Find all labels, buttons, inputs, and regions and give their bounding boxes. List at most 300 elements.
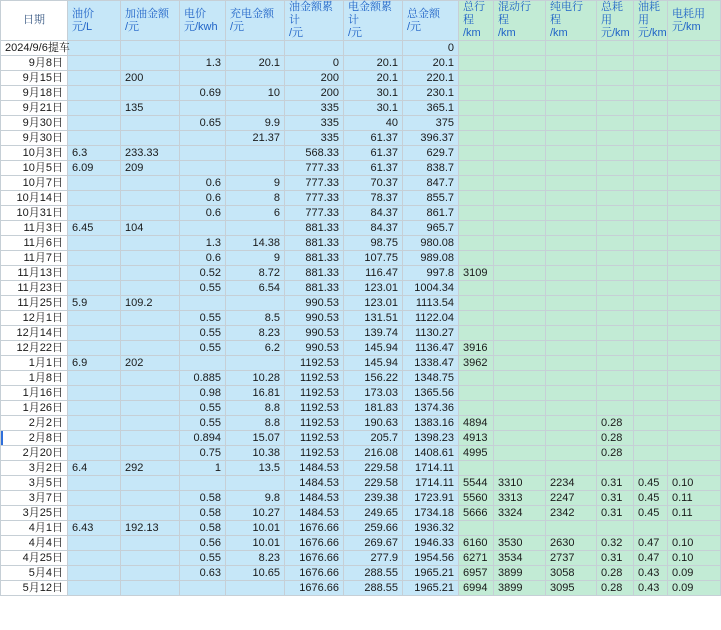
cell-electric-distance[interactable] — [546, 206, 597, 221]
cell-oil-cumulative[interactable]: 990.53 — [285, 326, 344, 341]
cell-hybrid-distance[interactable] — [494, 86, 546, 101]
cell-electricity-price[interactable] — [180, 476, 226, 491]
cell-oil-price[interactable] — [68, 476, 121, 491]
cell-oil-cost[interactable] — [634, 221, 668, 236]
cell-oil-price[interactable] — [68, 551, 121, 566]
cell-electric-distance[interactable] — [546, 281, 597, 296]
cell-electric-cumulative[interactable]: 84.37 — [344, 206, 403, 221]
cell-date[interactable]: 9月15日 — [1, 71, 68, 86]
cell-oil-cumulative[interactable]: 777.33 — [285, 176, 344, 191]
cell-electric-cost[interactable] — [668, 326, 721, 341]
cell-fuel-amount[interactable] — [121, 281, 180, 296]
cell-electric-cumulative[interactable]: 288.55 — [344, 581, 403, 596]
cell-hybrid-distance[interactable] — [494, 131, 546, 146]
cell-oil-cumulative[interactable]: 1484.53 — [285, 476, 344, 491]
cell-electricity-price[interactable] — [180, 146, 226, 161]
cell-electric-distance[interactable] — [546, 41, 597, 56]
cell-fuel-amount[interactable]: 209 — [121, 161, 180, 176]
cell-hybrid-distance[interactable] — [494, 251, 546, 266]
cell-oil-cost[interactable] — [634, 521, 668, 536]
cell-date[interactable]: 5月4日 — [1, 566, 68, 581]
cell-hybrid-distance[interactable] — [494, 521, 546, 536]
cell-total-distance[interactable] — [459, 461, 494, 476]
cell-date[interactable]: 1月8日 — [1, 371, 68, 386]
cell-fuel-amount[interactable] — [121, 386, 180, 401]
cell-total-distance[interactable]: 6160 — [459, 536, 494, 551]
cell-oil-price[interactable] — [68, 86, 121, 101]
cell-date[interactable]: 4月4日 — [1, 536, 68, 551]
cell-hybrid-distance[interactable]: 3324 — [494, 506, 546, 521]
cell-electric-cost[interactable]: 0.09 — [668, 566, 721, 581]
cell-total-distance[interactable] — [459, 86, 494, 101]
cell-charge-amount[interactable]: 6.2 — [226, 341, 285, 356]
cell-electric-cost[interactable] — [668, 386, 721, 401]
cell-total-distance[interactable] — [459, 401, 494, 416]
header-electric-cumulative[interactable] — [344, 1, 403, 41]
cell-electric-distance[interactable] — [546, 146, 597, 161]
cell-oil-cumulative[interactable]: 881.33 — [285, 236, 344, 251]
cell-total-distance[interactable] — [459, 191, 494, 206]
cell-electric-cumulative[interactable]: 40 — [344, 116, 403, 131]
cell-date[interactable]: 12月14日 — [1, 326, 68, 341]
cell-total-distance[interactable] — [459, 311, 494, 326]
header-electric-distance[interactable] — [546, 1, 597, 41]
cell-electric-cumulative[interactable]: 20.1 — [344, 71, 403, 86]
cell-total-amount[interactable]: 1338.47 — [403, 356, 459, 371]
cell-date[interactable]: 1月1日 — [1, 356, 68, 371]
cell-fuel-amount[interactable]: 104 — [121, 221, 180, 236]
cell-oil-cumulative[interactable]: 1676.66 — [285, 581, 344, 596]
cell-oil-cost[interactable] — [634, 446, 668, 461]
cell-hybrid-distance[interactable] — [494, 71, 546, 86]
cell-electric-cumulative[interactable]: 30.1 — [344, 101, 403, 116]
cell-electric-cost[interactable] — [668, 356, 721, 371]
cell-total-cost[interactable]: 0.28 — [597, 581, 634, 596]
cell-charge-amount[interactable]: 6.54 — [226, 281, 285, 296]
cell-oil-cumulative[interactable]: 1192.53 — [285, 416, 344, 431]
cell-oil-price[interactable] — [68, 491, 121, 506]
cell-electric-cost[interactable] — [668, 161, 721, 176]
cell-electric-distance[interactable] — [546, 461, 597, 476]
cell-hybrid-distance[interactable] — [494, 101, 546, 116]
cell-total-distance[interactable] — [459, 326, 494, 341]
cell-charge-amount[interactable]: 8.23 — [226, 326, 285, 341]
cell-electric-cost[interactable] — [668, 431, 721, 446]
cell-oil-cumulative[interactable]: 1484.53 — [285, 491, 344, 506]
cell-electric-distance[interactable]: 3058 — [546, 566, 597, 581]
cell-electricity-price[interactable]: 0.75 — [180, 446, 226, 461]
cell-electric-cumulative[interactable]: 61.37 — [344, 146, 403, 161]
cell-fuel-amount[interactable]: 202 — [121, 356, 180, 371]
cell-hybrid-distance[interactable]: 3899 — [494, 566, 546, 581]
cell-total-cost[interactable] — [597, 161, 634, 176]
cell-electric-cost[interactable] — [668, 221, 721, 236]
cell-date[interactable]: 2月2日 — [1, 416, 68, 431]
cell-charge-amount[interactable]: 21.37 — [226, 131, 285, 146]
cell-electric-distance[interactable]: 2247 — [546, 491, 597, 506]
cell-electricity-price[interactable]: 0.6 — [180, 176, 226, 191]
cell-oil-cost[interactable] — [634, 281, 668, 296]
cell-fuel-amount[interactable]: 200 — [121, 71, 180, 86]
cell-electric-distance[interactable] — [546, 251, 597, 266]
cell-total-distance[interactable] — [459, 371, 494, 386]
cell-oil-cumulative[interactable]: 881.33 — [285, 266, 344, 281]
cell-electric-distance[interactable]: 2234 — [546, 476, 597, 491]
cell-date[interactable]: 3月7日 — [1, 491, 68, 506]
cell-oil-cost[interactable] — [634, 251, 668, 266]
cell-total-distance[interactable]: 3109 — [459, 266, 494, 281]
cell-fuel-amount[interactable] — [121, 491, 180, 506]
cell-total-cost[interactable] — [597, 521, 634, 536]
cell-total-distance[interactable] — [459, 521, 494, 536]
cell-electric-cost[interactable] — [668, 86, 721, 101]
cell-electric-cumulative[interactable]: 78.37 — [344, 191, 403, 206]
cell-hybrid-distance[interactable] — [494, 296, 546, 311]
cell-oil-cumulative[interactable]: 990.53 — [285, 341, 344, 356]
cell-electric-cost[interactable] — [668, 266, 721, 281]
cell-electric-cost[interactable] — [668, 191, 721, 206]
cell-total-distance[interactable] — [459, 281, 494, 296]
cell-total-cost[interactable]: 0.31 — [597, 491, 634, 506]
cell-electricity-price[interactable]: 0.55 — [180, 311, 226, 326]
cell-oil-cumulative[interactable]: 777.33 — [285, 161, 344, 176]
cell-date[interactable]: 9月8日 — [1, 56, 68, 71]
cell-electric-distance[interactable] — [546, 431, 597, 446]
header-charge-amount[interactable] — [226, 1, 285, 41]
cell-oil-cost[interactable] — [634, 236, 668, 251]
cell-charge-amount[interactable]: 6 — [226, 206, 285, 221]
cell-total-distance[interactable]: 6994 — [459, 581, 494, 596]
cell-total-cost[interactable] — [597, 326, 634, 341]
cell-hybrid-distance[interactable] — [494, 416, 546, 431]
cell-oil-price[interactable]: 6.9 — [68, 356, 121, 371]
cell-electric-distance[interactable] — [546, 341, 597, 356]
cell-fuel-amount[interactable] — [121, 236, 180, 251]
cell-oil-cumulative[interactable]: 1676.66 — [285, 566, 344, 581]
cell-total-distance[interactable]: 5666 — [459, 506, 494, 521]
cell-date[interactable]: 4月1日 — [1, 521, 68, 536]
cell-date[interactable]: 4月25日 — [1, 551, 68, 566]
cell-fuel-amount[interactable] — [121, 581, 180, 596]
cell-oil-price[interactable] — [68, 101, 121, 116]
cell-electric-cumulative[interactable] — [344, 41, 403, 56]
cell-oil-price[interactable] — [68, 371, 121, 386]
cell-electric-cost[interactable]: 0.09 — [668, 581, 721, 596]
cell-charge-amount[interactable] — [226, 146, 285, 161]
cell-oil-cumulative[interactable]: 1676.66 — [285, 551, 344, 566]
cell-charge-amount[interactable]: 13.5 — [226, 461, 285, 476]
cell-electricity-price[interactable]: 0.6 — [180, 191, 226, 206]
cell-oil-cost[interactable]: 0.47 — [634, 551, 668, 566]
cell-charge-amount[interactable] — [226, 581, 285, 596]
cell-electric-cumulative[interactable]: 229.58 — [344, 476, 403, 491]
cell-total-cost[interactable] — [597, 86, 634, 101]
cell-electric-cost[interactable] — [668, 416, 721, 431]
cell-electricity-price[interactable]: 0.885 — [180, 371, 226, 386]
cell-charge-amount[interactable]: 8.5 — [226, 311, 285, 326]
cell-hybrid-distance[interactable] — [494, 161, 546, 176]
cell-fuel-amount[interactable] — [121, 566, 180, 581]
cell-charge-amount[interactable]: 9 — [226, 251, 285, 266]
cell-total-cost[interactable] — [597, 41, 634, 56]
cell-fuel-amount[interactable] — [121, 206, 180, 221]
cell-total-amount[interactable]: 1398.23 — [403, 431, 459, 446]
cell-electric-cumulative[interactable]: 145.94 — [344, 356, 403, 371]
cell-fuel-amount[interactable] — [121, 86, 180, 101]
cell-hybrid-distance[interactable] — [494, 386, 546, 401]
cell-electric-cumulative[interactable]: 98.75 — [344, 236, 403, 251]
cell-total-amount[interactable]: 847.7 — [403, 176, 459, 191]
cell-total-amount[interactable]: 1954.56 — [403, 551, 459, 566]
header-total-amount[interactable] — [403, 1, 459, 41]
cell-total-distance[interactable]: 5560 — [459, 491, 494, 506]
cell-date[interactable]: 11月3日 — [1, 221, 68, 236]
cell-total-cost[interactable] — [597, 401, 634, 416]
cell-oil-cumulative[interactable]: 335 — [285, 131, 344, 146]
cell-oil-cost[interactable] — [634, 71, 668, 86]
cell-oil-cumulative[interactable]: 200 — [285, 86, 344, 101]
cell-total-amount[interactable]: 1408.61 — [403, 446, 459, 461]
cell-electric-distance[interactable] — [546, 296, 597, 311]
cell-charge-amount[interactable] — [226, 356, 285, 371]
cell-total-cost[interactable] — [597, 281, 634, 296]
cell-date[interactable]: 9月18日 — [1, 86, 68, 101]
cell-hybrid-distance[interactable] — [494, 146, 546, 161]
cell-electric-distance[interactable] — [546, 386, 597, 401]
cell-oil-cost[interactable] — [634, 326, 668, 341]
cell-hybrid-distance[interactable]: 3310 — [494, 476, 546, 491]
cell-date[interactable]: 5月12日 — [1, 581, 68, 596]
cell-date[interactable]: 9月21日 — [1, 101, 68, 116]
cell-electric-cumulative[interactable]: 107.75 — [344, 251, 403, 266]
cell-hybrid-distance[interactable]: 3534 — [494, 551, 546, 566]
cell-total-cost[interactable] — [597, 101, 634, 116]
cell-electric-cumulative[interactable]: 123.01 — [344, 296, 403, 311]
cell-total-amount[interactable]: 861.7 — [403, 206, 459, 221]
cell-oil-price[interactable] — [68, 386, 121, 401]
cell-electricity-price[interactable] — [180, 41, 226, 56]
cell-electric-cumulative[interactable]: 84.37 — [344, 221, 403, 236]
header-total-distance[interactable] — [459, 1, 494, 41]
cell-oil-price[interactable] — [68, 191, 121, 206]
cell-electric-cumulative[interactable]: 61.37 — [344, 131, 403, 146]
cell-charge-amount[interactable]: 9 — [226, 176, 285, 191]
cell-oil-cumulative[interactable]: 568.33 — [285, 146, 344, 161]
cell-total-amount[interactable]: 1936.32 — [403, 521, 459, 536]
cell-total-cost[interactable]: 0.28 — [597, 416, 634, 431]
cell-total-distance[interactable] — [459, 56, 494, 71]
cell-electricity-price[interactable] — [180, 296, 226, 311]
cell-electric-cost[interactable] — [668, 461, 721, 476]
cell-electric-cost[interactable] — [668, 71, 721, 86]
cell-hybrid-distance[interactable] — [494, 431, 546, 446]
header-oil-price[interactable] — [68, 1, 121, 41]
cell-fuel-amount[interactable] — [121, 536, 180, 551]
cell-electric-cumulative[interactable]: 269.67 — [344, 536, 403, 551]
cell-oil-cumulative[interactable]: 1192.53 — [285, 356, 344, 371]
cell-electric-cumulative[interactable]: 20.1 — [344, 56, 403, 71]
cell-electricity-price[interactable]: 1.3 — [180, 236, 226, 251]
cell-total-distance[interactable] — [459, 71, 494, 86]
cell-oil-price[interactable]: 6.45 — [68, 221, 121, 236]
cell-oil-cost[interactable] — [634, 386, 668, 401]
cell-total-cost[interactable] — [597, 461, 634, 476]
cell-date[interactable]: 9月30日 — [1, 131, 68, 146]
cell-date[interactable]: 1月16日 — [1, 386, 68, 401]
cell-electric-cumulative[interactable]: 190.63 — [344, 416, 403, 431]
cell-total-amount[interactable]: 20.1 — [403, 56, 459, 71]
cell-electric-distance[interactable] — [546, 326, 597, 341]
cell-oil-price[interactable] — [68, 311, 121, 326]
cell-total-amount[interactable]: 230.1 — [403, 86, 459, 101]
cell-oil-price[interactable] — [68, 566, 121, 581]
cell-oil-cost[interactable] — [634, 146, 668, 161]
cell-total-distance[interactable] — [459, 101, 494, 116]
cell-total-cost[interactable] — [597, 296, 634, 311]
cell-oil-price[interactable] — [68, 116, 121, 131]
cell-electric-cost[interactable] — [668, 206, 721, 221]
cell-total-amount[interactable]: 220.1 — [403, 71, 459, 86]
cell-total-distance[interactable]: 5544 — [459, 476, 494, 491]
cell-total-cost[interactable] — [597, 131, 634, 146]
cell-total-amount[interactable]: 1383.16 — [403, 416, 459, 431]
cell-electric-distance[interactable] — [546, 446, 597, 461]
cell-oil-cumulative[interactable]: 1676.66 — [285, 521, 344, 536]
cell-total-cost[interactable] — [597, 341, 634, 356]
cell-total-cost[interactable]: 0.31 — [597, 506, 634, 521]
cell-charge-amount[interactable]: 8.8 — [226, 416, 285, 431]
cell-oil-cost[interactable]: 0.45 — [634, 491, 668, 506]
cell-oil-price[interactable] — [68, 56, 121, 71]
cell-date[interactable]: 9月30日 — [1, 116, 68, 131]
cell-electricity-price[interactable]: 0.56 — [180, 536, 226, 551]
cell-electric-cost[interactable] — [668, 101, 721, 116]
cell-electric-cumulative[interactable]: 229.58 — [344, 461, 403, 476]
cell-total-cost[interactable]: 0.28 — [597, 431, 634, 446]
cell-date[interactable]: 12月1日 — [1, 311, 68, 326]
cell-date[interactable]: 2月8日 — [1, 431, 68, 446]
cell-electric-cumulative[interactable]: 173.03 — [344, 386, 403, 401]
cell-total-distance[interactable] — [459, 236, 494, 251]
cell-charge-amount[interactable]: 8.8 — [226, 401, 285, 416]
cell-date[interactable]: 11月25日 — [1, 296, 68, 311]
cell-oil-cumulative[interactable]: 881.33 — [285, 221, 344, 236]
cell-charge-amount[interactable]: 20.1 — [226, 56, 285, 71]
cell-hybrid-distance[interactable] — [494, 56, 546, 71]
cell-charge-amount[interactable]: 16.81 — [226, 386, 285, 401]
cell-fuel-amount[interactable] — [121, 551, 180, 566]
cell-hybrid-distance[interactable] — [494, 191, 546, 206]
cell-electricity-price[interactable] — [180, 356, 226, 371]
cell-total-cost[interactable] — [597, 71, 634, 86]
cell-electric-cost[interactable] — [668, 446, 721, 461]
cell-total-amount[interactable]: 1965.21 — [403, 566, 459, 581]
cell-oil-cumulative[interactable]: 990.53 — [285, 311, 344, 326]
header-electric-cost[interactable] — [668, 1, 721, 41]
cell-hybrid-distance[interactable] — [494, 371, 546, 386]
cell-electric-cumulative[interactable]: 116.47 — [344, 266, 403, 281]
cell-total-amount[interactable]: 989.08 — [403, 251, 459, 266]
cell-hybrid-distance[interactable]: 3530 — [494, 536, 546, 551]
cell-fuel-amount[interactable] — [121, 506, 180, 521]
cell-oil-cumulative[interactable]: 200 — [285, 71, 344, 86]
cell-electric-cumulative[interactable]: 259.66 — [344, 521, 403, 536]
cell-electric-cumulative[interactable]: 145.94 — [344, 341, 403, 356]
cell-total-cost[interactable] — [597, 371, 634, 386]
cell-total-amount[interactable]: 365.1 — [403, 101, 459, 116]
cell-electricity-price[interactable]: 0.6 — [180, 206, 226, 221]
cell-oil-price[interactable] — [68, 236, 121, 251]
cell-charge-amount[interactable]: 8.72 — [226, 266, 285, 281]
cell-oil-cost[interactable] — [634, 176, 668, 191]
cell-total-amount[interactable]: 1348.75 — [403, 371, 459, 386]
cell-electric-cost[interactable] — [668, 146, 721, 161]
cell-electricity-price[interactable]: 0.6 — [180, 251, 226, 266]
cell-oil-price[interactable] — [68, 206, 121, 221]
cell-total-cost[interactable]: 0.32 — [597, 536, 634, 551]
cell-electric-distance[interactable]: 2342 — [546, 506, 597, 521]
cell-total-amount[interactable]: 965.7 — [403, 221, 459, 236]
cell-electric-cost[interactable] — [668, 116, 721, 131]
header-oil-cost[interactable] — [634, 1, 668, 41]
cell-electric-distance[interactable] — [546, 416, 597, 431]
cell-electric-cost[interactable] — [668, 401, 721, 416]
cell-oil-cost[interactable] — [634, 266, 668, 281]
cell-total-amount[interactable]: 1714.11 — [403, 476, 459, 491]
cell-total-cost[interactable] — [597, 176, 634, 191]
cell-oil-cumulative[interactable]: 1192.53 — [285, 401, 344, 416]
cell-electricity-price[interactable]: 0.65 — [180, 116, 226, 131]
cell-oil-price[interactable] — [68, 131, 121, 146]
cell-charge-amount[interactable] — [226, 71, 285, 86]
cell-total-amount[interactable]: 1004.34 — [403, 281, 459, 296]
cell-total-amount[interactable]: 997.8 — [403, 266, 459, 281]
cell-total-cost[interactable] — [597, 221, 634, 236]
cell-total-cost[interactable]: 0.31 — [597, 476, 634, 491]
cell-electric-cost[interactable]: 0.10 — [668, 551, 721, 566]
cell-oil-cost[interactable]: 0.43 — [634, 566, 668, 581]
cell-oil-price[interactable] — [68, 176, 121, 191]
cell-hybrid-distance[interactable] — [494, 281, 546, 296]
cell-oil-price[interactable]: 6.09 — [68, 161, 121, 176]
cell-electricity-price[interactable] — [180, 161, 226, 176]
cell-electric-cost[interactable]: 0.11 — [668, 491, 721, 506]
cell-fuel-amount[interactable] — [121, 251, 180, 266]
cell-electric-cost[interactable] — [668, 281, 721, 296]
cell-oil-price[interactable] — [68, 41, 121, 56]
cell-charge-amount[interactable] — [226, 101, 285, 116]
cell-charge-amount[interactable]: 10.27 — [226, 506, 285, 521]
cell-oil-price[interactable] — [68, 536, 121, 551]
cell-electric-distance[interactable]: 2737 — [546, 551, 597, 566]
cell-oil-cost[interactable]: 0.45 — [634, 476, 668, 491]
header-fuel-amount[interactable] — [121, 1, 180, 41]
cell-electric-distance[interactable] — [546, 116, 597, 131]
cell-total-distance[interactable] — [459, 296, 494, 311]
cell-hybrid-distance[interactable] — [494, 401, 546, 416]
cell-oil-cost[interactable] — [634, 131, 668, 146]
cell-electricity-price[interactable]: 0.55 — [180, 341, 226, 356]
header-electricity-price[interactable] — [180, 1, 226, 41]
cell-charge-amount[interactable]: 9.9 — [226, 116, 285, 131]
cell-oil-price[interactable] — [68, 581, 121, 596]
cell-electric-distance[interactable] — [546, 131, 597, 146]
cell-electric-distance[interactable]: 3095 — [546, 581, 597, 596]
cell-oil-price[interactable] — [68, 416, 121, 431]
cell-electric-cumulative[interactable]: 123.01 — [344, 281, 403, 296]
cell-electric-cost[interactable] — [668, 311, 721, 326]
cell-date[interactable]: 10月7日 — [1, 176, 68, 191]
